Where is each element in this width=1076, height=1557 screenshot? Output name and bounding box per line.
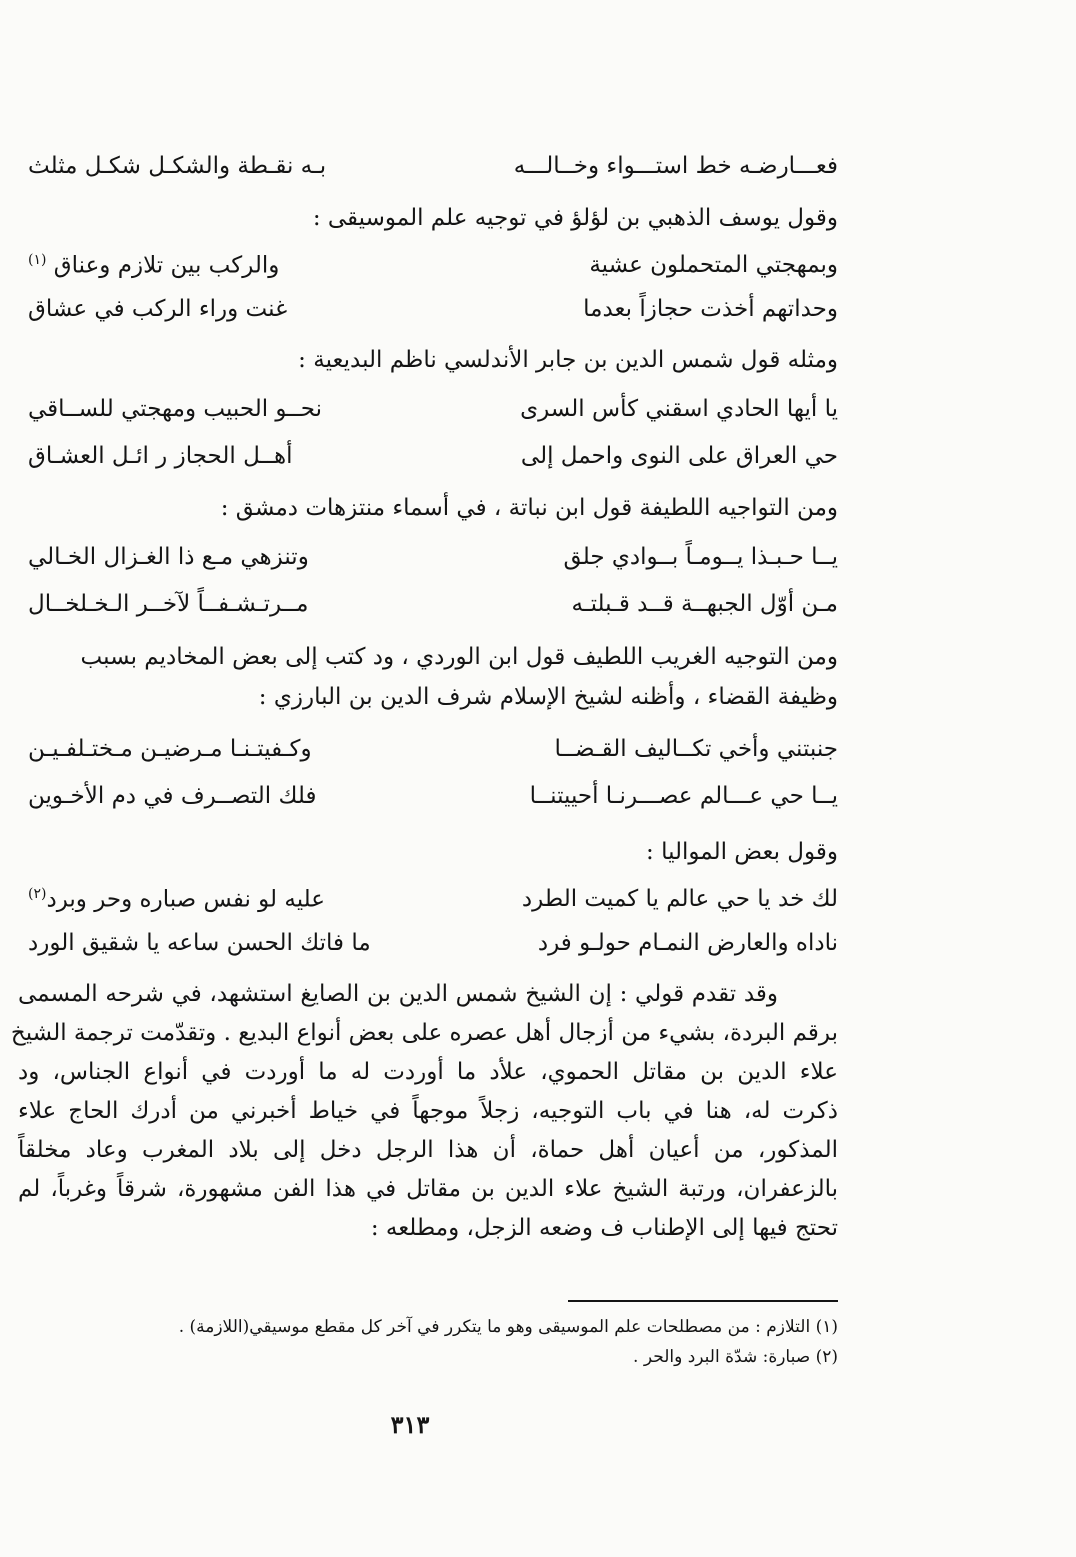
verse-1: [18, 243, 838, 287]
hemistich-text: عليه لو نفس صباره وحر وبرد: [46, 886, 325, 913]
footnotes: [18, 1300, 838, 1372]
hemistich-first: فعـــارضـه خط استـــواء وخــالـــه: [513, 152, 838, 179]
hemistich-second: مــرتـشـفــاً لآخــر الـخـلخــال: [28, 590, 309, 617]
footnote-divider: [568, 1300, 838, 1302]
prose-paragraph: [10, 975, 838, 1248]
verse-10: [18, 921, 838, 965]
hemistich-first: ناداه والعارض النمـام حولـو فرد: [537, 930, 838, 956]
hemistich-first: وبمهجتي المتحملون عشية: [589, 252, 838, 278]
verse-9: [18, 877, 838, 921]
hemistich-first: يــا حي عـــالم عصـــرنـا أحييتنــا: [529, 782, 838, 809]
hemistich-second: وكـفيتـنـا مـرضيـن مـختـلفـيـن: [28, 735, 312, 762]
footnote-2: (٢) صبارة: شدّة البرد والحر .: [633, 1347, 838, 1367]
verse-5: [18, 533, 838, 580]
footnote-marker: (١): [28, 251, 47, 268]
hemistich-second: أهــل الحجاز ر ائـل العشـاق: [28, 442, 293, 469]
paragraph-line: تحتج فيها إلى الإطناب ف وضعه الزجل، ومطلعه :: [370, 1215, 838, 1241]
verse-0: [18, 142, 838, 189]
hemistich-first: يا أيها الحادي اسقني كأس السرى: [520, 395, 838, 422]
hemistich-second: [18, 252, 398, 279]
hemistich-second: وتنزهي مـع ذا الغـزال الخـالي: [28, 543, 309, 570]
page-number: ٣١٣: [390, 1410, 430, 1439]
verse-6: [18, 580, 838, 627]
verse-8: [18, 772, 838, 819]
intro-line-5: وقول بعض المواليا :: [646, 839, 838, 865]
verse-3: [18, 385, 838, 432]
intro-line-2: ومثله قول شمس الدين بن جابر الأندلسي ناظم البديعية :: [298, 347, 838, 373]
hemistich-second: ما فاتك الحسن ساعه يا شقيق الورد: [28, 930, 371, 956]
verse-4: [18, 432, 838, 479]
paragraph-line: بالزعفران، ورتبة الشيخ علاء الدين بن مقاتل في هذا الفن مشهورة، شرقاً وغرباً، لم: [18, 1176, 838, 1202]
hemistich-first: يــا حـبـذا يــومـاً بــوادي جلق: [563, 543, 838, 570]
hemistich-first: مـن أوّل الجبهــة قــد قـبلتـه: [571, 590, 838, 617]
intro-line-3: ومن التواجيه اللطيفة قول ابن نباتة ، في أسماء منتزهات دمشق :: [220, 495, 838, 521]
verse-7: [18, 725, 838, 772]
hemistich-first: حي العراق على النوى واحمل إلى: [520, 442, 838, 469]
intro-line-1: وقول يوسف الذهبي بن لؤلؤ في توجيه علم الموسيقى :: [312, 205, 838, 231]
hemistich-first: جنبتني وأخي تكــاليف القـضــا: [554, 735, 838, 762]
paragraph-line: علاء الدين بن مقاتل الحموي، علأد ما أوردت له ما أوردت في أنواع الجناس، ود: [18, 1059, 838, 1085]
intro-line-4a: ومن التوجيه الغريب اللطيف قول ابن الوردي ، ود كتب إلى بعض المخاديم بسبب: [80, 644, 838, 670]
hemistich-second: نحــو الحبيب ومهجتي للســاقي: [28, 395, 323, 422]
hemistich-first: وحداتهم أخذت حجازاً بعدما: [583, 296, 838, 322]
hemistich-second: بـه نقـطة والشكـل شكـل مثلث: [28, 152, 327, 179]
verse-2: [18, 287, 838, 331]
hemistich-text: والركب بين تلازم وعناق: [53, 252, 280, 279]
hemistich-second: [18, 886, 398, 913]
paragraph-line: المذكور، من أعيان أهل حماة، أن هذا الرجل دخل إلى بلاد المغرب وعاد مخلقاً: [18, 1137, 838, 1163]
paragraph-line: وقد تقدم قولي : إن الشيخ شمس الدين بن الصايغ استشهد، في شرحه المسمى: [18, 981, 778, 1007]
footnote-marker: (٢): [28, 885, 47, 902]
hemistich-second: فلك التصــرف في دم الأخـوين: [28, 782, 317, 809]
main-text: [10, 142, 838, 1248]
intro-line-4b: وظيفة القضاء ، وأظنه لشيخ الإسلام شرف الدين بن البارزي :: [258, 684, 838, 710]
hemistich-first: لك خد يا حي عالم يا كميت الطرد: [521, 886, 838, 912]
footnote-1: (١) التلازم : من مصطلحات علم الموسيقى وهو ما يتكرر في آخر كل مقطع موسيقي(اللازمة) .: [178, 1317, 838, 1337]
paragraph-line: برقم البردة، بشيء من أزجال أهل عصره على بعض أنواع البديع . وتقدّمت ترجمة الشيخ: [10, 1020, 838, 1046]
hemistich-second: غنت وراء الركب في عشاق: [28, 296, 288, 322]
paragraph-line: ذكرت له، هنا في باب التوجيه، زجلاً موجهاً في خياط أخبرني من أدرك الحاج علاء: [18, 1098, 838, 1124]
